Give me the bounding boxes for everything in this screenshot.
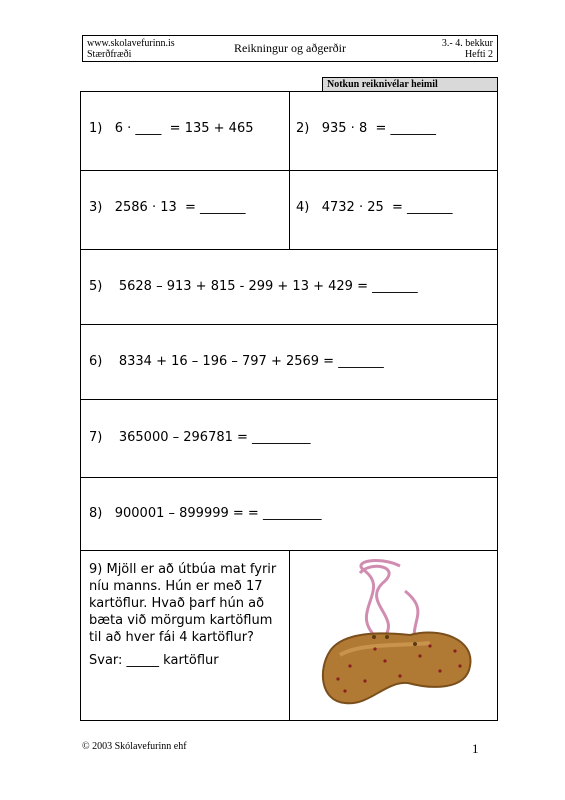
page-number: 1 — [472, 741, 479, 756]
problem-row-1-2 — [81, 92, 497, 171]
copyright-footer: © 2003 Skólavefurinn ehf — [82, 741, 187, 752]
problem-row-3-4 — [81, 171, 497, 250]
problem-cell-1 — [81, 92, 290, 170]
website-label: www.skolavefurinn.is — [87, 38, 175, 49]
problem-9-question: 9) Mjöll er að útbúa mat fyrir níu manns. Hún er með 17 kartöflur. Hvað þarf hún að bæta við mörgum kartöflum til að hver fái 4 kartöflur? — [89, 562, 277, 645]
booklet-label: Hefti 2 — [464, 49, 493, 60]
problem-9-answer-line: Svar: _____ kartöflur — [89, 653, 219, 668]
problem-row-8 — [81, 478, 497, 551]
calculator-note: Notkun reiknivélar heimil — [322, 77, 498, 91]
problem-cell-4 — [290, 171, 497, 249]
problem-cell-2 — [290, 92, 497, 170]
problem-row-5 — [81, 250, 497, 325]
problem-8: 8) 900001 – 899999 = = _________ — [89, 506, 322, 521]
illustration-cell — [290, 551, 497, 720]
problem-9 — [89, 561, 284, 669]
problem-2: 2) 935 · 8 = _______ — [296, 121, 437, 136]
problem-grid — [80, 91, 498, 721]
problem-row-7 — [81, 400, 497, 478]
header-right — [442, 38, 493, 60]
problem-3: 3) 2586 · 13 = _______ — [89, 200, 246, 215]
problem-row-9 — [81, 551, 497, 720]
subject-label: Stærðfræði — [87, 49, 132, 60]
problem-cell-3 — [81, 171, 290, 249]
page-header — [82, 35, 498, 62]
potato-steam-illustration — [290, 551, 497, 719]
problem-5: 5) 5628 – 913 + 815 - 299 + 13 + 429 = _______ — [89, 279, 418, 294]
problem-row-6 — [81, 325, 497, 400]
problem-4: 4) 4732 · 25 = _______ — [296, 200, 453, 215]
grade-label: 3.- 4. bekkur — [441, 38, 493, 49]
problem-6: 6) 8334 + 16 – 196 – 797 + 2569 = _______ — [89, 354, 384, 369]
steam-lines — [360, 561, 418, 643]
worksheet-title: Reikningur og aðgerðir — [234, 41, 346, 55]
problem-7: 7) 365000 – 296781 = _________ — [89, 430, 311, 445]
problem-1: 1) 6 · ____ = 135 + 465 — [89, 121, 254, 136]
problem-cell-9 — [81, 551, 290, 720]
